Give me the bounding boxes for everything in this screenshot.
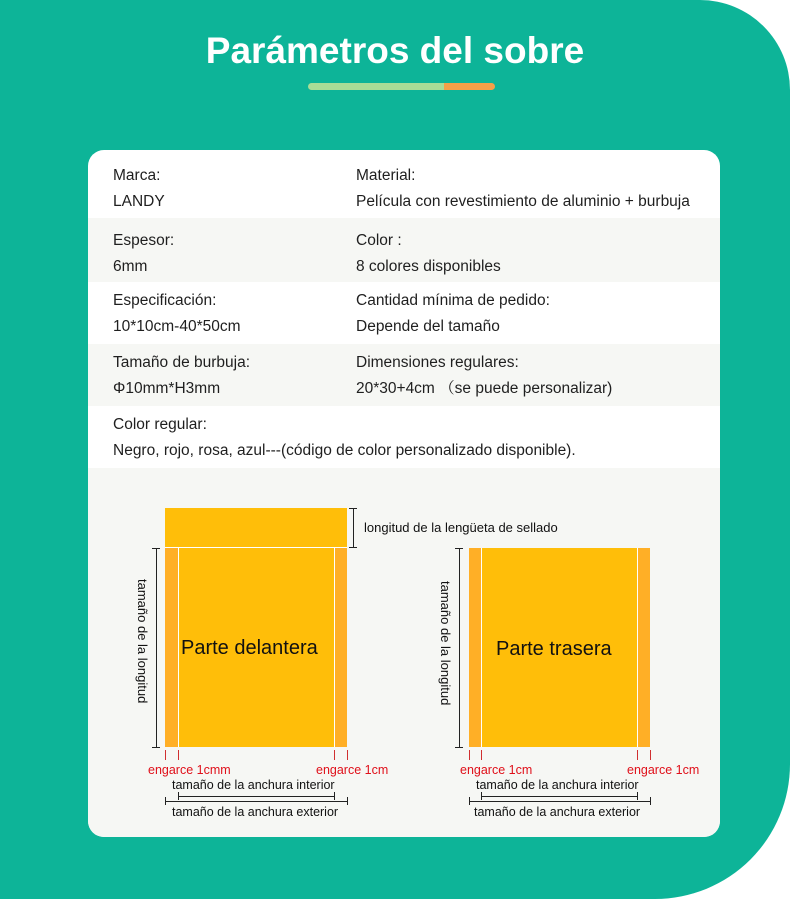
- bubble-size-label: Tamaño de burbuja:: [113, 354, 251, 371]
- back-seam-mark-4: [650, 750, 651, 760]
- front-seam-mark-1: [165, 750, 166, 760]
- front-right-seam-line: [334, 548, 335, 747]
- flap-dimension-line: [353, 508, 354, 547]
- param-row-regular-color: [88, 406, 720, 468]
- back-seam-mark-3: [637, 750, 638, 760]
- front-label: Parte delantera: [181, 637, 318, 659]
- regular-color-value: Negro, rojo, rosa, azul---(código de color personalizado disponible).: [113, 442, 576, 459]
- parameters-card: [88, 150, 720, 837]
- front-inner-width-label: tamaño de la anchura interior: [172, 778, 335, 792]
- brand-value: LANDY: [113, 193, 165, 210]
- material-label: Material:: [356, 167, 416, 184]
- front-seam-mark-2: [178, 750, 179, 760]
- back-seam-mark-2: [481, 750, 482, 760]
- back-outer-width-right-tick: [650, 797, 651, 805]
- back-outer-width-label: tamaño de la anchura exterior: [474, 805, 641, 819]
- front-sealing-flap: [165, 508, 347, 548]
- param-row-brand-material: [88, 150, 720, 218]
- back-inner-width-right-tick: [637, 792, 638, 800]
- flap-length-label: longitud de la lengüeta de sellado: [364, 520, 558, 535]
- back-inner-width-label: tamaño de la anchura interior: [476, 778, 639, 792]
- param-row-bubble-dimensions: [88, 344, 720, 406]
- front-right-seam: [334, 548, 347, 747]
- back-right-seam-line: [637, 548, 638, 747]
- front-outer-width-line: [165, 801, 347, 802]
- front-inner-width-right-tick: [334, 792, 335, 800]
- back-left-seam: [469, 548, 481, 747]
- dimensions-label: Dimensiones regulares:: [356, 354, 519, 371]
- page-title: Parámetros del sobre: [205, 30, 585, 71]
- front-length-dimension-line: [156, 548, 157, 747]
- back-seam-right-label: engarce 1cm: [627, 763, 700, 777]
- specification-label: Especificación:: [113, 292, 217, 309]
- back-right-seam: [638, 548, 650, 747]
- back-label: Parte trasera: [496, 638, 612, 660]
- back-outer-width-line: [469, 801, 650, 802]
- front-inner-width-left-tick: [178, 792, 179, 800]
- front-outer-width-left-tick: [165, 797, 166, 805]
- front-seam-mark-3: [334, 750, 335, 760]
- envelope-diagram: [88, 468, 720, 837]
- front-inner-width-line: [178, 796, 334, 797]
- back-left-seam-line: [481, 548, 482, 747]
- front-outer-width-right-tick: [347, 797, 348, 805]
- thickness-value: 6mm: [113, 258, 148, 275]
- back-seam-mark-1: [469, 750, 470, 760]
- front-length-label: tamaño de la longitud: [135, 579, 150, 704]
- front-seam-mark-4: [347, 750, 348, 760]
- regular-color-label: Color regular:: [113, 416, 207, 433]
- back-inner-width-line: [481, 796, 637, 797]
- thickness-label: Espesor:: [113, 232, 175, 249]
- back-inner-width-left-tick: [481, 792, 482, 800]
- specification-value: 10*10cm-40*50cm: [113, 318, 241, 335]
- brand-label: Marca:: [113, 167, 161, 184]
- underline-green-segment: [308, 83, 444, 90]
- front-seam-left-label: engarce 1cmm: [148, 763, 231, 777]
- front-outer-width-label: tamaño de la anchura exterior: [172, 805, 339, 819]
- moq-value: Depende del tamaño: [356, 318, 500, 335]
- material-value: Película con revestimiento de aluminio + burbuja: [356, 193, 690, 210]
- front-seam-right-label: engarce 1cm: [316, 763, 389, 777]
- bubble-size-value: Φ10mm*H3mm: [113, 380, 221, 397]
- front-length-top-tick: [152, 548, 160, 549]
- front-left-seam: [165, 548, 178, 747]
- dimensions-value: 20*30+4cm （se puede personalizar): [356, 380, 613, 397]
- back-length-label: tamaño de la longitud: [438, 581, 453, 706]
- title-underline: [308, 83, 495, 90]
- back-seam-left-label: engarce 1cm: [460, 763, 533, 777]
- back-length-dimension-line: [459, 548, 460, 747]
- moq-label: Cantidad mínima de pedido:: [356, 292, 550, 309]
- param-row-spec-moq: [88, 282, 720, 344]
- back-length-top-tick: [455, 548, 463, 549]
- flap-dimension-bottom-tick: [349, 547, 357, 548]
- color-label: Color :: [356, 232, 402, 249]
- param-row-thickness-color: [88, 218, 720, 282]
- underline-orange-segment: [444, 83, 495, 90]
- flap-dimension-top-tick: [349, 508, 357, 509]
- back-outer-width-left-tick: [469, 797, 470, 805]
- back-length-bottom-tick: [455, 747, 463, 748]
- front-left-seam-line: [178, 548, 179, 747]
- color-value: 8 colores disponibles: [356, 258, 501, 275]
- front-length-bottom-tick: [152, 747, 160, 748]
